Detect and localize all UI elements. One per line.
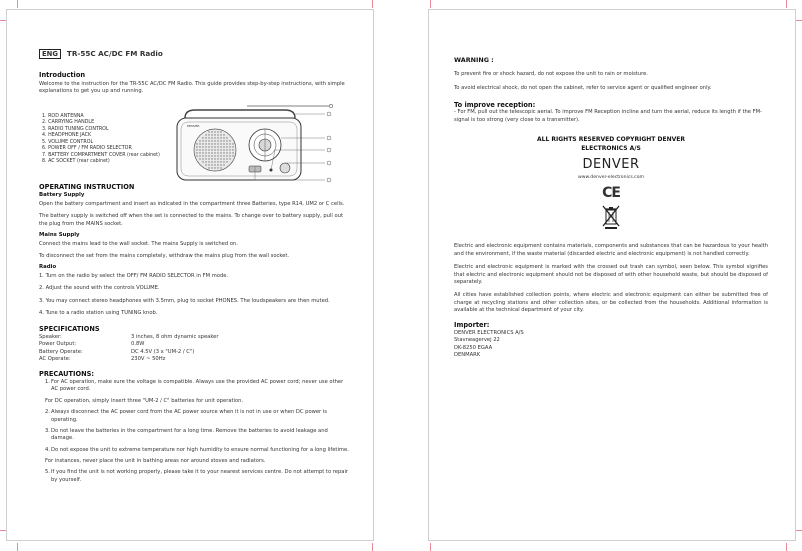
precautions-list bbox=[39, 469, 351, 484]
env-text-3: All cities have established collection points, where electric and electronic equipment can either be submitted free of charge at recycling stations and other collection sites, or be collected from the households. Additional information is available at the technical department of your city. bbox=[454, 292, 768, 314]
spec-value: 3 inches, 8 ohm dynamic speaker bbox=[131, 334, 219, 341]
precautions-list bbox=[39, 379, 351, 394]
radio-step: 4. Tune to a radio station using TUNING knob. bbox=[39, 310, 158, 317]
warning-text-1: To prevent fire or shock hazard, do not expose the unit to rain or moisture. bbox=[454, 71, 648, 78]
intro-text: Welcome to the instruction for the TR-55C AC/DC FM Radio. This guide provides step-by-step instructions, with simple explanations to get you up and running. bbox=[39, 80, 345, 95]
crop-mark bbox=[372, 543, 373, 551]
reception-text: - For FM, pull out the telescopic aerial. To improve FM Reception incline and turn the aerial, reduce its length if the FM-signal is too strong (very close to a transmitter). bbox=[454, 109, 762, 123]
env-text-1: Electric and electronic equipment contains materials, components and substances that can be hazardous to your health and the environment, if the waste material (discarded electric and electronic equipment) is not handled correctly. bbox=[454, 243, 768, 257]
stoves-note: For instances, never place the unit in bathing areas nor around stoves and radiators. bbox=[45, 458, 266, 465]
intro-heading: Introduction bbox=[39, 71, 86, 80]
carrying-handle-shape bbox=[185, 110, 295, 118]
radio-step: 2. Adjust the sound with the controls VOLUME. bbox=[39, 285, 160, 292]
part-item: 8. AC SOCKET (rear cabinet) bbox=[42, 159, 110, 165]
specs-table bbox=[39, 334, 351, 364]
warning-heading: WARNING : bbox=[454, 56, 494, 64]
spec-key: Power Output: bbox=[39, 341, 77, 348]
part-item: 4. HEADPHONE JACK bbox=[42, 133, 92, 139]
battery-supply-heading: Battery Supply bbox=[39, 192, 85, 199]
precautions-heading: PRECAUTIONS: bbox=[39, 369, 94, 378]
precaution-item: 1. For AC operation, make sure the voltage is compatible. Always use the provided AC power cord; never use other AC power cord. bbox=[45, 379, 344, 393]
importer-heading: Importer: bbox=[454, 321, 490, 330]
part-item: 1. ROD ANTENNA bbox=[42, 113, 84, 119]
mains-text-1: Connect the mains lead to the wall socket. The mains Supply is switched on. bbox=[39, 240, 238, 247]
model-title: TR-55C AC/DC FM Radio bbox=[66, 49, 163, 58]
mains-text-2: To disconnect the set from the mains completely, withdraw the mains plug from the wall socket. bbox=[39, 252, 290, 259]
part-item: 7. BATTERY COMPARTMENT COVER (rear cabinet) bbox=[42, 152, 160, 158]
website: www.denver-electronics.com bbox=[578, 174, 644, 180]
importer-line: Stavneagervej 22 bbox=[454, 337, 500, 344]
crop-mark bbox=[786, 543, 787, 551]
spec-row bbox=[39, 356, 351, 363]
precaution-item: 4. Do not expose the unit to extreme temperature nor high humidity to ensure normal functioning for a long lifetime. bbox=[45, 446, 349, 453]
part-item: 3. RADIO TUNING CONTROL bbox=[42, 126, 109, 132]
spec-key: Speaker: bbox=[39, 334, 62, 341]
reception-heading: To improve reception: bbox=[454, 100, 536, 109]
part-item: 6. POWER OFF / FM RADIO SELECTOR bbox=[42, 146, 132, 152]
importer-line: DENVER ELECTRONICS A/S bbox=[454, 329, 524, 336]
radio-diagram bbox=[167, 100, 339, 186]
spec-value: 230V ~ 50Hz bbox=[131, 356, 166, 363]
manual-header bbox=[39, 49, 351, 59]
spec-row bbox=[39, 334, 351, 341]
spec-row bbox=[39, 341, 351, 348]
operating-heading: OPERATING INSTRUCTION bbox=[39, 182, 135, 191]
env-text-2: Electric and electronic equipment is marked with the crossed out trash can symbol, seen below. This symbol signifies that electric and electronic equipment should not be disposed of with other household waste, but should be disposed of separately. bbox=[454, 264, 768, 285]
radio-step: 1. Turn on the radio by select the OFF/ FM RADIO SELECTOR in FM mode. bbox=[39, 272, 229, 279]
crop-mark bbox=[17, 0, 18, 8]
warning-text-2: To avoid electrical shock, do not open the cabinet, refer to service agent or qualified engineer only. bbox=[454, 85, 712, 92]
right-page-content bbox=[454, 56, 768, 359]
spec-key: AC Operate: bbox=[39, 356, 71, 363]
battery-text-2: The battery supply is switched off when the set is connected to the mains. To change over to battery supply, pull out the plug from the MAINS socket. bbox=[39, 213, 343, 227]
parts-section bbox=[39, 100, 351, 178]
crop-mark bbox=[430, 543, 431, 551]
spec-value: DC 4.5V (3 x "UM-2 / C") bbox=[131, 348, 195, 355]
spec-value: 0.8W bbox=[131, 341, 145, 348]
battery-text-1: Open the battery compartment and insert as indicated in the compartment three Batteries, type R14, UM2 or C cells. bbox=[39, 200, 345, 207]
mains-supply-heading: Mains Supply bbox=[39, 231, 80, 238]
crop-mark bbox=[17, 543, 18, 551]
precaution-item: 5. If you find the unit is not working properly, please take it to your nearest services centre. Do not attempt to repair by yourself. bbox=[45, 469, 349, 483]
radio-step: 3. You may connect stereo headphones with 3.5mm, plug to socket PHONES. The loudspeakers are then muted. bbox=[39, 297, 330, 304]
specifications-heading: SPECIFICATIONS bbox=[39, 325, 100, 334]
crop-mark bbox=[786, 0, 787, 8]
spec-key: Battery Operate: bbox=[39, 348, 83, 355]
precaution-item: 3. Do not leave the batteries in the compartment for a long time. Remove the batteries to avoid leakage and damage. bbox=[45, 427, 328, 442]
importer-line: DENMARK bbox=[454, 352, 481, 359]
weee-bin-icon bbox=[454, 205, 768, 232]
crop-mark bbox=[430, 0, 431, 8]
part-item: 2. CARRYING HANDLE bbox=[42, 120, 95, 126]
crop-mark bbox=[372, 0, 373, 8]
left-page-content bbox=[39, 49, 351, 484]
rights-notice: ALL RIGHTS RESERVED COPYRIGHT DENVER ELECTRONICS A/S bbox=[537, 136, 685, 152]
radio-brand-label: DENVER bbox=[187, 123, 200, 128]
denver-logo: DENVER bbox=[582, 157, 640, 173]
precaution-item: 2. Always disconnect the AC power cord from the AC power source when it is not in use or when DC power is operating. bbox=[45, 409, 327, 423]
part-item: 5. VOLUME CONTROL bbox=[42, 139, 94, 145]
radio-heading: Radio bbox=[39, 264, 57, 271]
precautions-list bbox=[39, 409, 351, 454]
spec-row bbox=[39, 349, 351, 356]
ce-mark-icon: CE bbox=[602, 185, 620, 202]
language-badge: ENG bbox=[39, 49, 61, 59]
dc-operation-note: For DC operation, simply insert three "UM-2 / C" batteries for unit operation. bbox=[45, 397, 244, 404]
importer-line: DK-8250 EGAA bbox=[454, 344, 493, 351]
parts-list bbox=[42, 114, 160, 166]
